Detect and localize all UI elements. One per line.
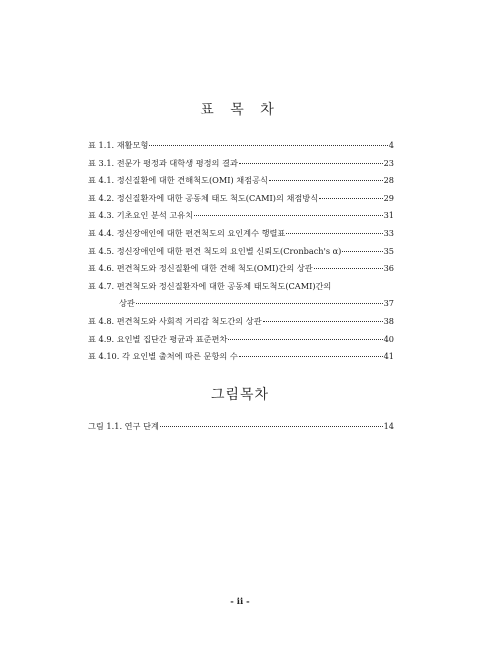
- page-number-footer: - ii -: [230, 597, 250, 607]
- dot-leader: [342, 241, 382, 252]
- toc-entry-label: 표 4.4. 정신장애인에 대한 편견척도의 요인계수 행렬표: [88, 227, 286, 238]
- toc-entry-label: 상관: [119, 298, 135, 309]
- toc-entry-page: 40: [383, 333, 394, 344]
- toc-entry-label: 표 4.2. 정신질환자에 대한 공동체 태도 척도(CAMI)의 채점방식: [88, 192, 319, 203]
- toc-entry-label: 표 3.1. 전문가 평정과 대학생 평정의 결과: [88, 157, 238, 168]
- toc-entry-label: 표 4.1. 정신질환에 대한 견해척도(OMI) 채점공식: [88, 175, 268, 186]
- toc-entry-label: 표 4.10. 각 요인별 출처에 따른 문항의 수: [88, 351, 238, 362]
- toc-entry-label: 표 4.9. 요인별 집단간 평균과 표준편차: [88, 333, 228, 344]
- toc-entry-label: 표 4.5. 정신장애인에 대한 편견 척도의 요인별 신뢰도(Cronbach's α): [88, 245, 342, 256]
- toc-entry-page: 28: [383, 175, 394, 186]
- toc-entry-label: 표 4.7. 편견척도와 정신질환자에 대한 공동체 태도척도(CAMI)간의: [88, 280, 332, 291]
- toc-entry-page: 4: [388, 140, 394, 150]
- figures-toc-title: 그림목차: [210, 387, 270, 403]
- toc-entry[interactable]: [88, 348, 394, 366]
- toc-entry-page: 41: [383, 351, 394, 362]
- dot-leader: [269, 170, 383, 181]
- dot-leader: [228, 329, 382, 340]
- dot-leader: [314, 258, 383, 269]
- toc-entry-page: 31: [383, 210, 394, 221]
- toc-entry[interactable]: [88, 260, 394, 278]
- dot-leader: [239, 153, 383, 164]
- dot-leader: [319, 188, 382, 199]
- toc-entry-page: 36: [383, 263, 394, 274]
- toc-entry-label: 표 4.8. 편견척도와 사회적 거리감 척도간의 상관: [88, 315, 262, 326]
- tables-toc-list: [88, 137, 394, 366]
- toc-entry-page: 37: [383, 298, 394, 309]
- toc-entry-label: 표 4.6. 편견척도와 정신질환에 대한 견해 척도(OMI)간의 상관: [88, 263, 313, 274]
- toc-entry-page: 38: [383, 315, 394, 326]
- tables-toc-title: 표 목 차: [200, 102, 280, 118]
- dot-leader: [286, 223, 382, 234]
- dot-leader: [149, 135, 387, 146]
- toc-entry-page: 33: [383, 227, 394, 238]
- toc-entry-page: 23: [383, 157, 394, 168]
- dot-leader: [194, 205, 382, 216]
- dot-leader: [160, 416, 383, 427]
- toc-entry-label: 표 4.3. 기초요인 분석 고유치: [88, 210, 194, 221]
- toc-entry-page: 35: [383, 245, 394, 256]
- toc-entry-page: 29: [383, 192, 394, 203]
- dot-leader: [136, 293, 383, 304]
- dot-leader: [239, 346, 383, 357]
- toc-entry-label: 표 1.1. 재활모형: [88, 140, 149, 150]
- dot-leader: [263, 311, 383, 322]
- toc-entry-label: 그림 1.1. 연구 단계: [88, 421, 159, 431]
- toc-entry[interactable]: [88, 418, 394, 436]
- figures-toc-list: [88, 418, 394, 436]
- toc-entry-page: 14: [383, 421, 394, 431]
